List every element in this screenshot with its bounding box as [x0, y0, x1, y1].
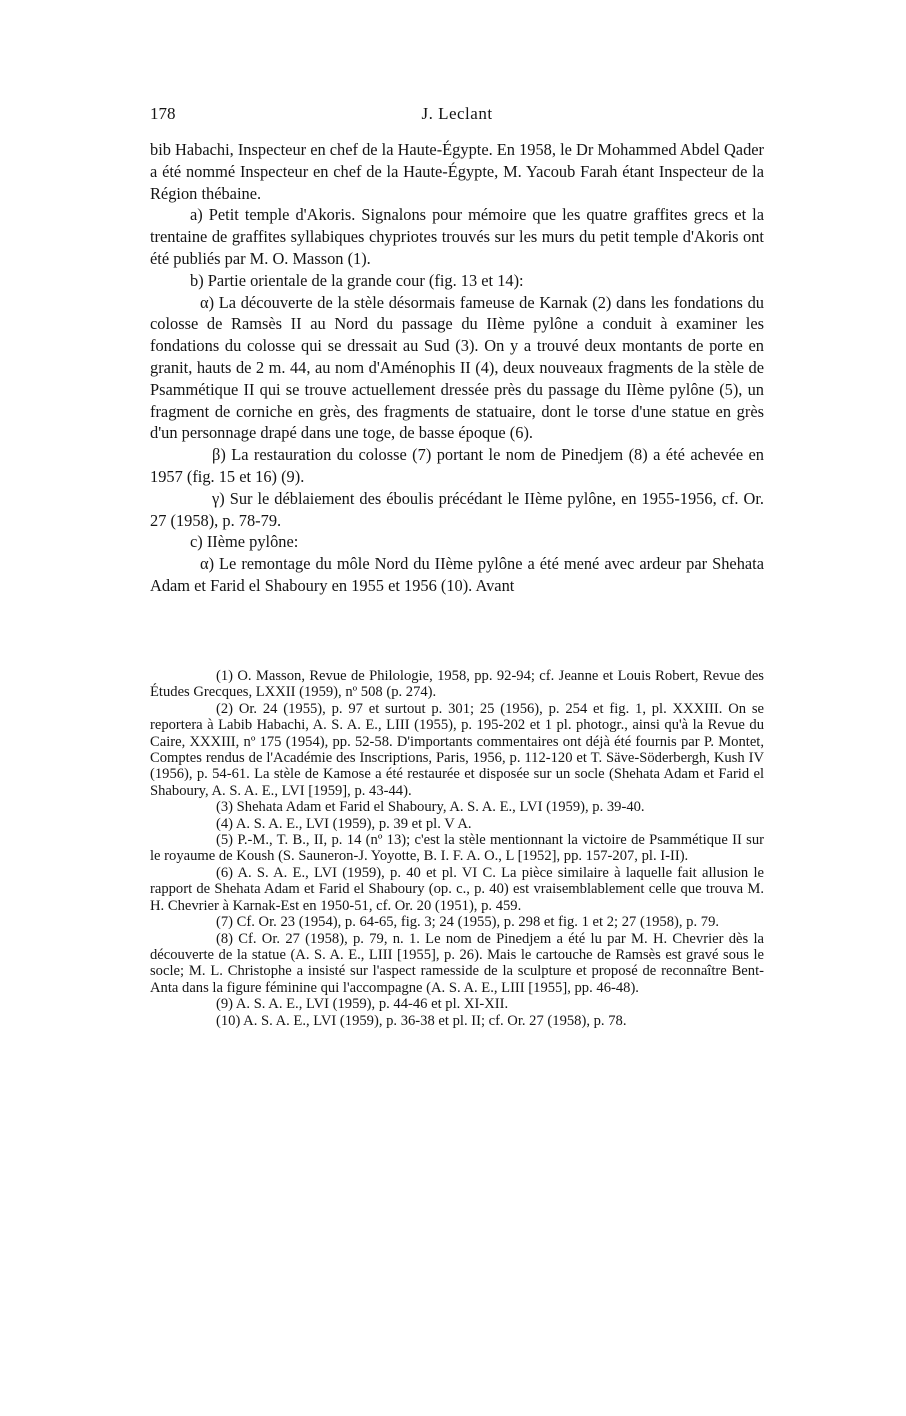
paragraph: α) La découverte de la stèle désormais fameuse de Karnak (2) dans les fondations du colosse de Ramsès II au Nord du passage du IIème pylône a conduit à examiner les fondations du colosse qui se dressait au Sud (3). On y a trouvé deux montants de porte en granit, hauts de 2 m. 44, au nom d'Aménophis II (4), deux nouveaux fragments de la stèle de Psammétique II qui se trouve actuellement dressée près du passage du IIème pylône (5), un fragment de corniche en grès, des fragments de statuaire, dont le torse d'une statue en grès d'un personnage drapé dans une toge, de basse époque (6).: [150, 292, 764, 443]
paragraph: b) Partie orientale de la grande cour (fig. 13 et 14):: [190, 270, 524, 290]
body-text: [150, 139, 764, 597]
page-number: 178: [150, 104, 176, 123]
footnote: (5) P.-M., T. B., II, p. 14 (nº 13); c'est la stèle mentionnant la victoire de Psammétique II sur le royaume de Koush (S. Sauneron-J. Yoyotte, B. I. F. A. O., L [1952], pp. 157-207, pl. I-II).: [150, 832, 764, 865]
footnote: (10) A. S. A. E., LVI (1959), p. 36-38 et pl. II; cf. Or. 27 (1958), p. 78.: [216, 1012, 627, 1029]
footnote: (8) Cf. Or. 27 (1958), p. 79, n. 1. Le nom de Pinedjem a été lu par M. H. Chevrier dès la découverte de la statue (A. S. A. E., LIII [1955], p. 26). Mais le cartouche de Ramsès est gravé sous le socle; M. L. Christophe a insisté sur l'aspect ramesside de la sculpture et proposé de reconnaître Bent-Anta dans la figure féminine qui l'accompagne (A. S. A. E., LIII [1955], pp. 46-48).: [150, 930, 764, 996]
paragraph: a) Petit temple d'Akoris. Signalons pour mémoire que les quatre graffites grecs et la trentaine de graffites syllabiques chypriotes trouvés sur les murs du petit temple d'Akoris ont été publiés par M. O. Masson (1).: [150, 205, 764, 268]
footnote: (1) O. Masson, Revue de Philologie, 1958, pp. 92-94; cf. Jeanne et Louis Robert, Revue des Études Grecques, LXXII (1959), nº 508 (p. 274).: [150, 668, 764, 701]
paragraph: c) IIème pylône:: [190, 532, 299, 552]
footnotes: [150, 668, 764, 1029]
running-head: J. Leclant: [421, 104, 493, 123]
page-header: [150, 104, 764, 128]
footnote: (9) A. S. A. E., LVI (1959), p. 44-46 et pl. XI-XII.: [216, 996, 509, 1013]
paragraph: bib Habachi, Inspecteur en chef de la Haute-Égypte. En 1958, le Dr Mohammed Abdel Qader a été nommé Inspecteur en chef de la Haute-Égypte, M. Yacoub Farah étant Inspecteur de la Région thébaine.: [150, 140, 764, 203]
footnote: (7) Cf. Or. 23 (1954), p. 64-65, fig. 3; 24 (1955), p. 298 et fig. 1 et 2; 27 (1958), p. 79.: [216, 914, 720, 931]
paragraph: β) La restauration du colosse (7) portant le nom de Pinedjem (8) a été achevée en 1957 (fig. 15 et 16) (9).: [150, 445, 764, 486]
footnote: (2) Or. 24 (1955), p. 97 et surtout p. 301; 25 (1956), p. 254 et fig. 1, pl. XXXIII. On se reportera à Labib Habachi, A. S. A. E., LIII (1955), p. 195-202 et 1 pl. photogr., ainsi qu'à la Revue du Caire, XXXIII, nº 175 (1954), pp. 52-58. D'importants commentaires ont déjà été fournis par P. Montet, Comptes rendus de l'Académie des Inscriptions, Paris, 1956, p. 112-120 et T. Säve-Söderbergh, Kush IV (1956), p. 54-61. La stèle de Kamose a été restaurée et disposée sur un socle (Shehata Adam et Farid el Shaboury, A. S. A. E., LVI [1959], p. 43-44).: [150, 700, 764, 799]
footnote: (4) A. S. A. E., LVI (1959), p. 39 et pl. V A.: [216, 815, 472, 832]
footnote: (6) A. S. A. E., LVI (1959), p. 40 et pl. VI C. La pièce similaire à laquelle fait allusion le rapport de Shehata Adam et Farid el Shaboury (op. c., p. 40) est vraisemblablement celle que trouva M. H. Chevrier à Karnak-Est en 1950-51, cf. Or. 20 (1951), p. 459.: [150, 864, 764, 914]
footnote: (3) Shehata Adam et Farid el Shaboury, A. S. A. E., LVI (1959), p. 39-40.: [216, 799, 645, 816]
paragraph: α) Le remontage du môle Nord du IIème pylône a été mené avec ardeur par Shehata Adam et Farid el Shaboury en 1955 et 1956 (10). Avant: [150, 554, 764, 595]
paragraph: γ) Sur le déblaiement des éboulis précédant le IIème pylône, en 1955-1956, cf. Or. 27 (1958), p. 78-79.: [150, 488, 764, 530]
